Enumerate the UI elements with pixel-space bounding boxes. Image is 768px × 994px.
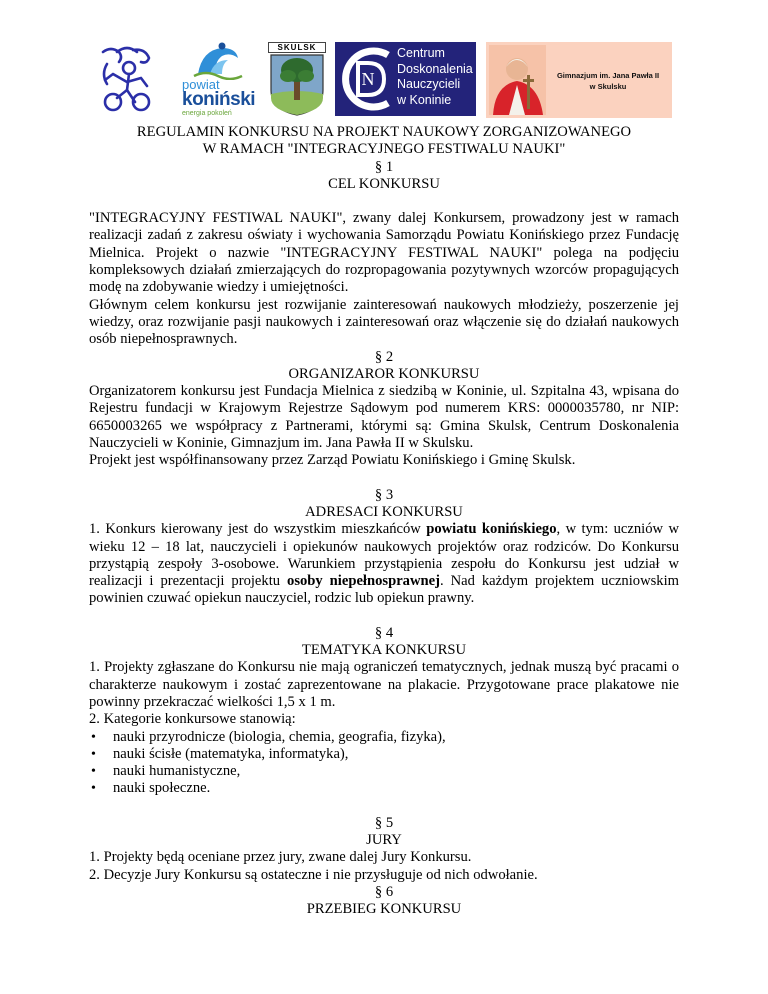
cdn-monogram-icon [338, 45, 394, 113]
category-list [89, 729, 679, 798]
section-5-number: § 5 [374, 814, 394, 831]
section-1-heading: CEL KONKURSU [328, 175, 440, 192]
list-item: • nauki ścisłe (matematyka, informatyka), [89, 746, 679, 763]
skulsk-coat-of-arms [268, 42, 326, 116]
document-title-line-2: W RAMACH "INTEGRACYJNEGO FESTIWALU NAUKI" [202, 141, 566, 158]
section-1-number: § 1 [374, 158, 394, 175]
powiat-wave-icon [192, 40, 244, 80]
powiat-emphasis: powiatu konińskiego [426, 521, 557, 538]
section-1-paragraph-1: "INTEGRACYJNY FESTIWAL NAUKI", zwany dalej Konkursem, prowadzony jest w ramach realizacji zadań z zakresu oświaty i wychowania Samorządu Powiatu Konińskiego przez Fundację Mielnica. Projekt o nazwie "INTEGRACYJNY FESTIWAL NAUKI" polega na podjęciu kompleksowych działań zmierzających do rozpropagowania pozytywnych wzorców propagujących modę na zdobywanie wiedzy i umiejętności. [89, 210, 679, 296]
niepelnosprawnej-emphasis: osoby niepełnosprawnej [287, 573, 440, 590]
list-item: • nauki społeczne. [89, 780, 679, 797]
regulation-body [89, 124, 679, 918]
section-6-number: § 6 [374, 883, 394, 900]
skulsk-label: SKULSK [268, 42, 326, 53]
section-3-number: § 3 [374, 486, 394, 503]
cdn-name [397, 46, 475, 108]
gimnazjum-logo [486, 42, 672, 118]
list-item: • nauki przyrodnicze (biologia, chemia, geografia, fizyka), [89, 729, 679, 746]
cdn-line-2: Doskonalenia [397, 61, 473, 76]
section-1-paragraph-2: Głównym celem konkursu jest rozwijanie zainteresowań naukowych młodzieży, poszerzenie jej wiedzy, oraz rozwijanie pasji naukowych i zainteresowań oraz włączenie się do działań naukowych osób niepełnosprawnych. [89, 296, 679, 348]
section-2-paragraph-1: Organizatorem konkursu jest Fundacja Mielnica z siedzibą w Koninie, ul. Szpitalna 43, wpisana do Rejestru fundacji w Krajowym Rejestrze Sądowym pod numerem KRS: 0000035780, nr NIP: 6650003265 we współpracy z Partnerami, którymi są: Gmina Skulsk, Centrum Doskonalenia Nauczycieli w Koninie, Gimnazjum im. Jana Pawła II w Skulsku. [89, 383, 679, 452]
section-3-heading: ADRESACI KONKURSU [305, 503, 463, 520]
koninski-label: koniński [182, 89, 256, 110]
section-2-paragraph-2: Projekt jest współfinansowany przez Zarząd Powiatu Konińskiego i Gminę Skulsk. [89, 452, 576, 469]
section-4-paragraph-2: 2. Kategorie konkursowe stanowią: [89, 711, 296, 728]
cdn-line-1: Centrum [397, 46, 445, 60]
section-4-heading: TEMATYKA KONKURSU [301, 642, 467, 659]
powiat-tagline: energia pokoleń [182, 110, 232, 117]
fundacja-logo-icon [93, 44, 158, 114]
section-5-heading: JURY [366, 831, 402, 848]
section-5-paragraph-2: 2. Decyzje Jury Konkursu są ostateczne i nie przysługuje od nich odwołanie. [89, 866, 538, 883]
pope-portrait-icon [489, 45, 546, 115]
section-3-paragraph: 1. Konkurs kierowany jest do wszystkim mieszkańców powiatu konińskiego, w tym: uczniów w wieku 12 – 18 lat, nauczycieli i opiekunów naukowych projektów oraz rodziców. Do Konkursu przystąpią zespoły 3-osobowe. Warunkiem przystąpienia zespołu do Konkursu jest udział w realizacji i prezentacji projektu osoby niepełnosprawnej. Nad każdym projektem uczniowskim powinien czuwać opiekun nauczyciel, rodzic lub opiekun prawny. [89, 521, 679, 607]
section-2-heading: ORGANIZAROR KONKURSU [288, 365, 480, 382]
coat-of-arms-icon [268, 54, 326, 116]
section-5-paragraph-1: 1. Projekty będą oceniane przez jury, zwane dalej Jury Konkursu. [89, 849, 472, 866]
gimnazjum-line-2: w Skulsku [589, 82, 627, 91]
section-2-number: § 2 [374, 348, 394, 365]
powiat-koninski-logo [170, 40, 260, 118]
document-title-line-1: REGULAMIN KONKURSU NA PROJEKT NAUKOWY ZORGANIZOWANEGO [136, 124, 632, 140]
cdn-monogram-letter: N [361, 69, 375, 89]
section-6-heading: PRZEBIEG KONKURSU [306, 901, 462, 918]
powiat-label: powiat [182, 77, 220, 92]
gimnazjum-line-1: Gimnazjum im. Jana Pawła II [556, 71, 660, 80]
cdn-konin-logo [335, 42, 476, 116]
cdn-line-4: w Koninie [397, 92, 452, 107]
cdn-line-3: Nauczycieli [397, 77, 461, 91]
gimnazjum-name [544, 70, 672, 92]
section-4-paragraph-1: 1. Projekty zgłaszane do Konkursu nie mają ograniczeń tematycznych, jednak muszą być pracami o charakterze naukowym i zostać zaprezentowane na plakacie. Przygotowane prace plakatowe nie powinny przekraczać wielkości 1,5 x 1 m. [89, 659, 679, 710]
section-4-number: § 4 [374, 624, 394, 641]
list-item: • nauki humanistyczne, [89, 763, 679, 780]
logo-strip [0, 40, 768, 120]
